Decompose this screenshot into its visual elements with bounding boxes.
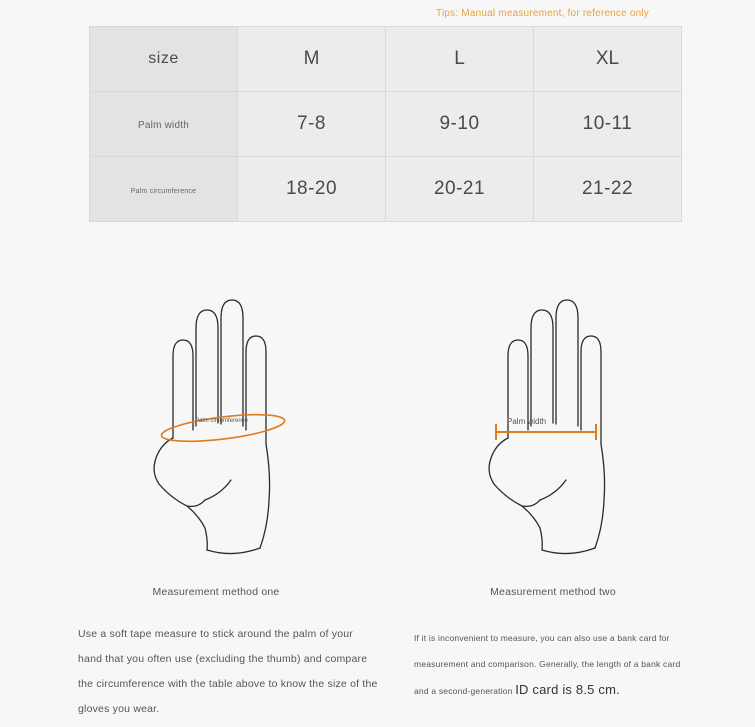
header-label-xl: XL — [595, 48, 620, 69]
description-method-one: Use a soft tape measure to stick around the palm of your hand that you often use (excluding the thumb) and compare the circumference with the table above to know the size of the gloves you wear. — [78, 628, 378, 715]
cell-palm-circumference-m — [238, 157, 386, 222]
description-method-two — [414, 625, 686, 704]
header-label-size: size — [148, 50, 179, 67]
row-label-palm-width — [90, 92, 238, 157]
table-row — [90, 92, 682, 157]
row-label-text: Palm width — [138, 120, 189, 131]
cell-value: 7-8 — [297, 113, 326, 134]
table-header-size — [90, 27, 238, 92]
cell-palm-circumference-l — [386, 157, 534, 222]
table-header-xl — [534, 27, 682, 92]
cell-value: 10-11 — [582, 113, 633, 134]
cell-palm-width-m — [238, 92, 386, 157]
hand-outline-left-icon — [55, 248, 385, 568]
description-method-two-small: If it is inconvenient to measure, you can also use a bank card for measurement and comparison. Generally, the length of a bank card and a second-generation — [414, 633, 681, 696]
palm-circumference-measure-line — [160, 410, 286, 447]
description-method-two-big: ID card is 8.5 cm. — [515, 682, 620, 697]
cell-value: 20-21 — [433, 178, 486, 199]
cell-value: 18-20 — [285, 178, 338, 199]
header-label-m: M — [303, 48, 320, 69]
cell-value: 9-10 — [439, 113, 480, 134]
table-header-l — [386, 27, 534, 92]
row-label-palm-circumference — [90, 157, 238, 222]
cell-value: 21-22 — [581, 178, 634, 199]
header-label-l: L — [454, 48, 465, 69]
hand-label-left: Palm circumference — [195, 418, 249, 424]
row-label-text: Palm circumference — [130, 188, 197, 195]
hand-outline-right-icon — [390, 248, 720, 568]
table-row — [90, 157, 682, 222]
hand-label-right: Palm width — [507, 417, 547, 426]
caption-method-two: Measurement method two — [490, 586, 616, 598]
size-chart-table — [89, 26, 682, 222]
cell-palm-width-l — [386, 92, 534, 157]
hand-diagram-method-one — [55, 248, 385, 568]
table-header-m — [238, 27, 386, 92]
cell-palm-circumference-xl — [534, 157, 682, 222]
cell-palm-width-xl — [534, 92, 682, 157]
table-header-row — [90, 27, 682, 92]
caption-method-one: Measurement method one — [152, 586, 280, 598]
hand-diagram-method-two — [390, 248, 720, 568]
tips-note: Tips: Manual measurement, for reference only — [436, 8, 649, 19]
